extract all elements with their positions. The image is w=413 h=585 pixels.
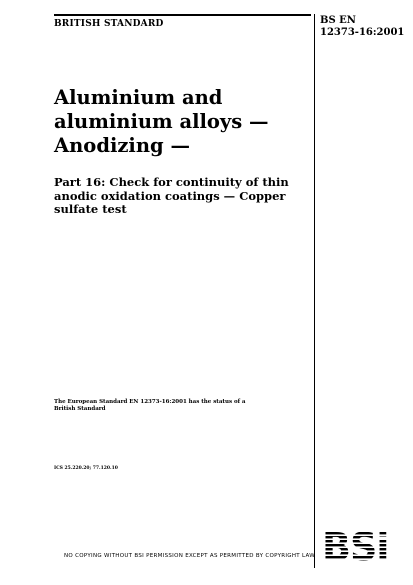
bsi-logo	[320, 524, 402, 564]
standard-number: 12373-16:2001	[320, 27, 405, 38]
copyright-notice: NO COPYING WITHOUT BSI PERMISSION EXCEPT AS PERMITTED BY COPYRIGHT LAW	[64, 553, 315, 559]
status-note: The European Standard EN 12373-16:2001 has the status of a British Standard	[54, 399, 246, 412]
document-type-label: BRITISH STANDARD	[54, 19, 164, 29]
top-rule	[54, 14, 311, 16]
document-title: Aluminium and aluminium alloys — Anodizing —	[54, 86, 269, 157]
standard-number-prefix: BS EN	[320, 15, 356, 26]
document-subtitle: Part 16: Check for continuity of thin anodic oxidation coatings — Copper sulfate test	[54, 175, 289, 216]
vertical-divider	[314, 14, 315, 568]
ics-code: ICS 25.220.20; 77.120.10	[54, 466, 118, 471]
